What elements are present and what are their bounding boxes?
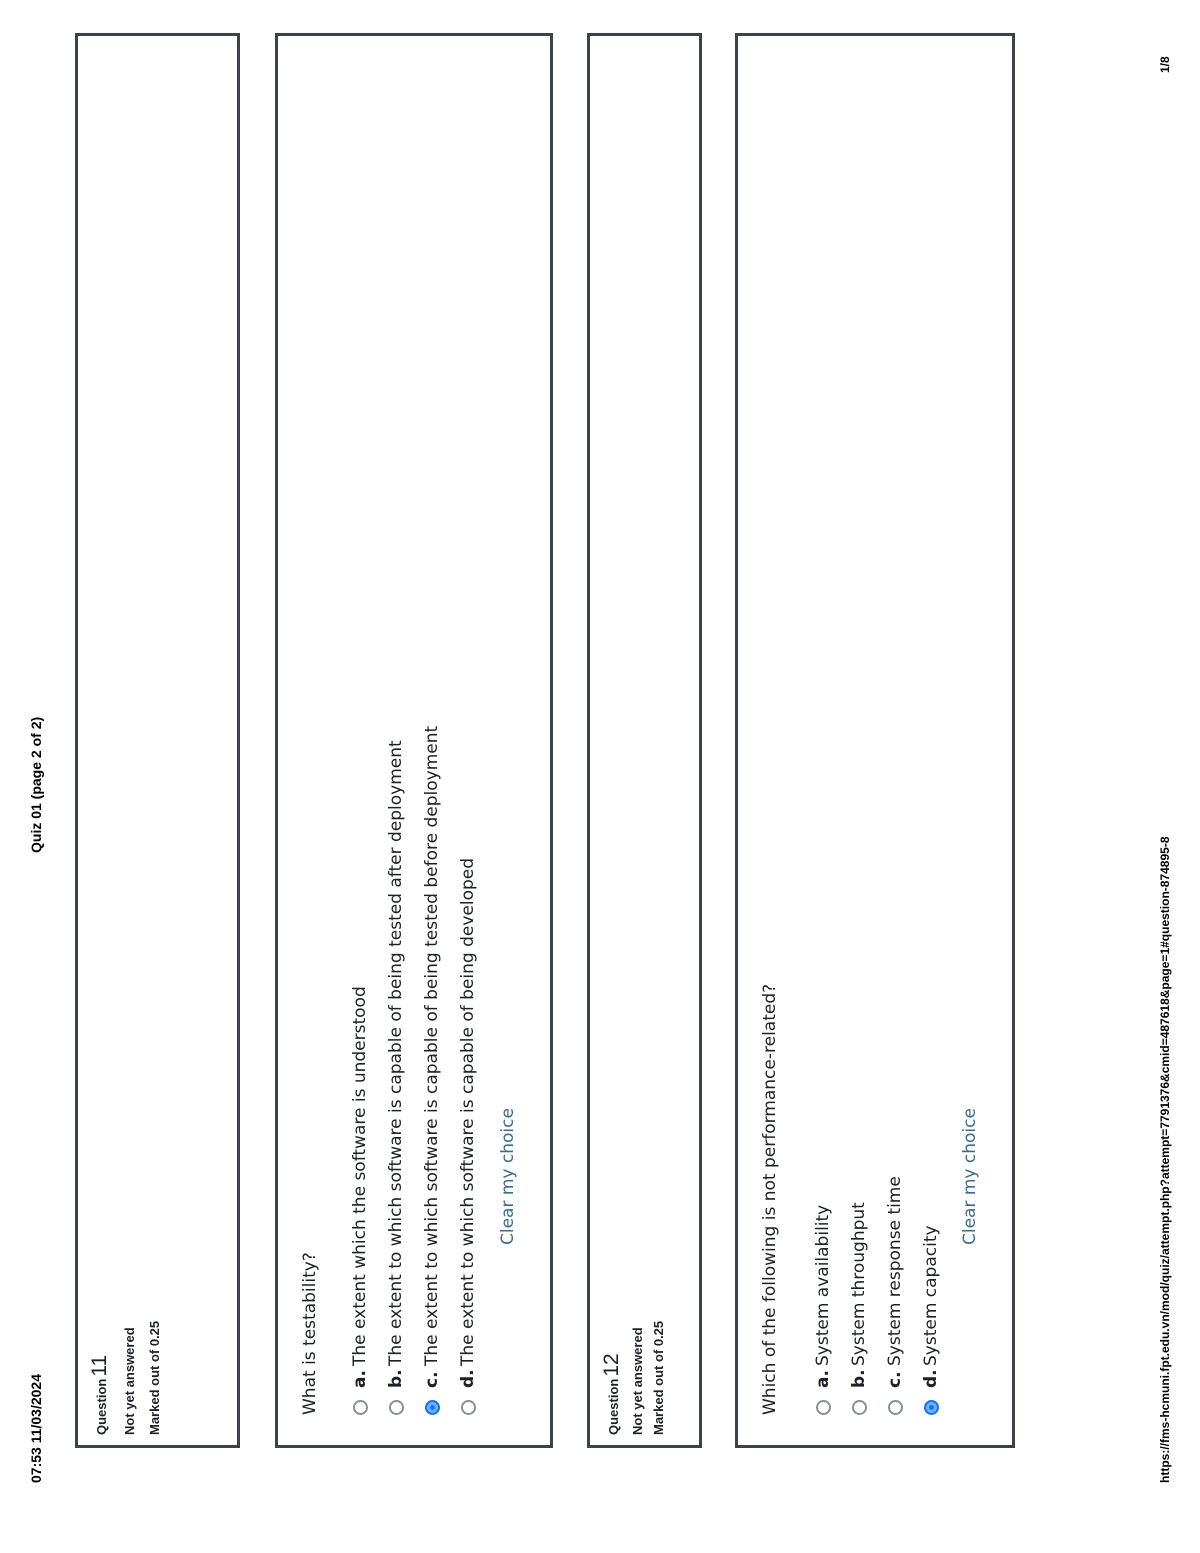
radio-button[interactable]: [888, 1400, 903, 1415]
option-letter: d.: [458, 1369, 478, 1388]
question-11-content: [275, 33, 553, 1448]
clear-my-choice-link[interactable]: Clear my choice: [960, 1108, 980, 1245]
radio-button-selected[interactable]: [924, 1400, 939, 1415]
page-number: 1/8: [1158, 56, 1172, 73]
question-marks: Marked out of 0.25: [651, 1320, 666, 1435]
question-number: Question11: [88, 1354, 111, 1435]
question-status: Not yet answered: [630, 1327, 645, 1435]
option-d[interactable]: [458, 858, 478, 1415]
option-b[interactable]: [386, 740, 406, 1415]
radio-button[interactable]: [852, 1400, 867, 1415]
option-label: System capacity: [921, 1225, 941, 1366]
option-label: System response time: [885, 1176, 905, 1366]
question-text: What is testability?: [300, 1252, 320, 1415]
option-label: The extent which the software is understood: [350, 986, 370, 1366]
option-label: System throughput: [849, 1202, 869, 1366]
option-c[interactable]: [422, 726, 442, 1415]
option-letter: a.: [813, 1370, 833, 1388]
radio-button[interactable]: [816, 1400, 831, 1415]
question-12-content: [735, 33, 1015, 1448]
option-label: The extent to which software is capable of being tested after deployment: [386, 740, 406, 1366]
question-marks: Marked out of 0.25: [147, 1320, 162, 1435]
option-b[interactable]: [849, 1202, 869, 1415]
option-letter: c.: [885, 1371, 905, 1388]
option-letter: d.: [921, 1369, 941, 1388]
option-label: The extent to which software is capable of being tested before deployment: [422, 725, 442, 1366]
page-title: Quiz 01 (page 2 of 2): [28, 716, 44, 853]
print-timestamp: 07:53 11/03/2024: [28, 1374, 44, 1483]
radio-button-selected[interactable]: [425, 1400, 440, 1415]
option-letter: b.: [849, 1369, 869, 1388]
question-status: Not yet answered: [122, 1327, 137, 1435]
question-12-info: [587, 33, 702, 1448]
option-d[interactable]: [921, 1225, 941, 1415]
option-a[interactable]: [813, 1205, 833, 1415]
question-number: Question12: [600, 1353, 623, 1435]
radio-button[interactable]: [461, 1400, 476, 1415]
page-url[interactable]: https://fms-hcmuni.fpt.edu.vn/mod/quiz/attempt.php?attempt=7791376&cmid=487618&page=1#question-874895-8: [1158, 836, 1172, 1483]
radio-button[interactable]: [353, 1400, 368, 1415]
option-c[interactable]: [885, 1176, 905, 1415]
option-letter: b.: [386, 1369, 406, 1388]
question-11-info: [75, 33, 240, 1448]
option-letter: c.: [422, 1371, 442, 1388]
option-letter: a.: [350, 1370, 370, 1388]
clear-my-choice-link[interactable]: Clear my choice: [498, 1108, 518, 1245]
question-text: Which of the following is not performance-related?: [760, 983, 780, 1415]
option-label: System availability: [813, 1204, 833, 1366]
radio-button[interactable]: [389, 1400, 404, 1415]
option-a[interactable]: [350, 986, 370, 1415]
option-label: The extent to which software is capable of being developed: [458, 857, 478, 1366]
